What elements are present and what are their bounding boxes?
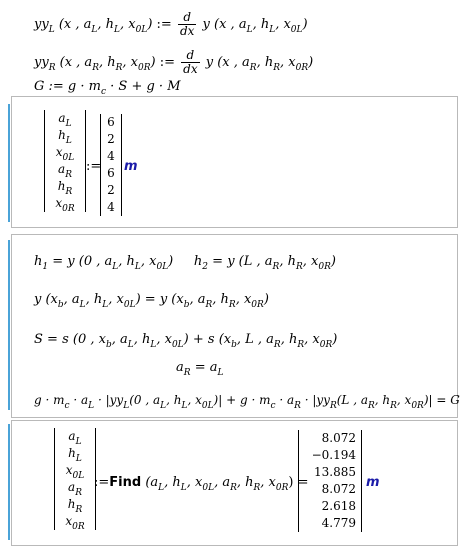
solve-var-hR: $h_R$ bbox=[67, 497, 83, 515]
constraint-length[interactable]: S = s (0 , $x_b$, $a_L$, $h_L$, $x_{0L}) + s$ ($x_b$, L , $a_R$, $h_R$, $x_{0R}$) bbox=[34, 332, 338, 350]
solve-result-vector bbox=[298, 430, 362, 532]
solve-var-aL: $a_L$ bbox=[68, 429, 82, 447]
guess-value-vector[interactable] bbox=[100, 114, 122, 216]
guess-value-hR[interactable]: 2 bbox=[107, 183, 115, 197]
region-bracket bbox=[8, 104, 13, 222]
constraint-heights[interactable]: $h_1 = y$ (0 , $a_L$, $h_L$, $x_{0L}$) $h_2 = y$ (L , $a_R$, $h_R$, $x_{0R}$) bbox=[34, 254, 336, 272]
G-definition[interactable]: G := $g \cdot m_c \cdot S + g \cdot M$ bbox=[34, 79, 181, 97]
yyR-definition[interactable]: $yy_R$ (x , $a_R$, $h_R$, $x_{0R}$) := $\frac{d}{dx}$ y (x , $a_R$, $h_R$, $x_{0R}$) bbox=[34, 48, 314, 76]
guess-var-aL: $a_L$ bbox=[58, 111, 72, 129]
guess-value-x0R[interactable]: 4 bbox=[107, 200, 115, 214]
solve-var-aR: $a_R$ bbox=[68, 480, 82, 498]
result-x0R: 4.779 bbox=[321, 516, 356, 530]
constraint-continuity[interactable]: y ($x_b$, $a_L$, $h_L$, $x_{0L}) = y$ ($x_b$, $a_R$, $h_R$, $x_{0R}$) bbox=[34, 292, 269, 310]
yyL-definition[interactable]: $yy_L$ (x , $a_L$, $h_L$, $x_{0L}$) := $\frac{d}{dx}$ y (x , $a_L$, $h_L$, $x_{0L}$) bbox=[34, 10, 308, 38]
result-aR: 8.072 bbox=[321, 482, 356, 496]
guess-value-aR[interactable]: 6 bbox=[107, 166, 115, 180]
guess-value-hL[interactable]: 2 bbox=[107, 132, 115, 146]
guess-variable-vector bbox=[44, 110, 86, 212]
region-bracket bbox=[8, 424, 13, 540]
result-hR: 2.618 bbox=[321, 499, 356, 513]
result-aL: 8.072 bbox=[321, 431, 356, 445]
solve-var-x0L: $x_{0L}$ bbox=[65, 463, 85, 481]
derivative-operator: $\frac{d}{dx}$ bbox=[183, 48, 198, 76]
region-bracket bbox=[8, 240, 13, 410]
solve-unit: m bbox=[366, 475, 380, 490]
find-function: Find bbox=[109, 475, 142, 490]
guess-var-hL: $h_L$ bbox=[58, 128, 72, 146]
solve-var-x0R: $x_{0R}$ bbox=[65, 514, 85, 532]
solve-var-hL: $h_L$ bbox=[68, 446, 82, 464]
guess-value-x0L[interactable]: 4 bbox=[107, 149, 115, 163]
result-hL: −0.194 bbox=[311, 448, 356, 462]
derivative-operator: $\frac{d}{dx}$ bbox=[179, 10, 195, 38]
solve-variable-vector bbox=[54, 428, 96, 530]
guess-var-x0L: $x_{0L}$ bbox=[55, 145, 75, 163]
constraint-equal-a[interactable]: $a_R = a_L$ bbox=[176, 360, 224, 378]
guess-value-aL[interactable]: 6 bbox=[107, 115, 115, 129]
constraint-equilibrium[interactable]: $g \cdot m_c \cdot a_L \cdot |yy_L(0$ , $a_L$, $h_L$, $x_{0L})| + g \cdot m_c \cdot a_R \cdot |yy_R(L$ , $a_R$, $h_R$, $x_{0R})| = G$ bbox=[34, 393, 460, 411]
guess-unit: m bbox=[124, 159, 138, 174]
guess-var-x0R: $x_{0R}$ bbox=[55, 196, 75, 214]
find-expression[interactable]: :=Find ($a_L$, $h_L$, $x_{0L}$, $a_R$, $h_R$, $x_{0R}$) = bbox=[94, 475, 309, 493]
guess-assign-operator: := bbox=[86, 159, 102, 174]
guess-var-aR: $a_R$ bbox=[58, 162, 72, 180]
result-x0L: 13.885 bbox=[314, 465, 356, 479]
guess-var-hR: $h_R$ bbox=[57, 179, 73, 197]
